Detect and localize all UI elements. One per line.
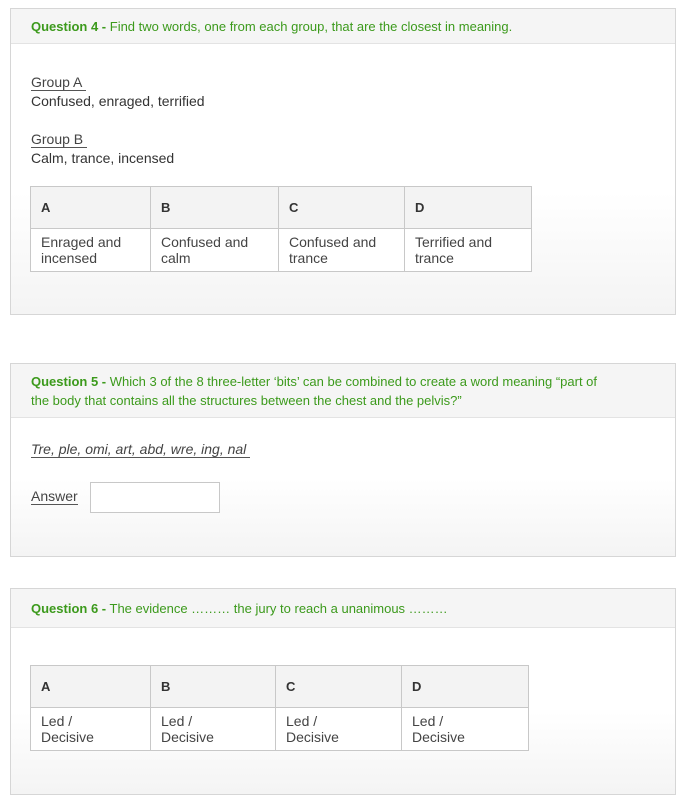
question-5-card (10, 363, 676, 557)
question-4-prompt: Find two words, one from each group, that are the closest in meaning. (109, 19, 513, 34)
option-c-text-1: Led / (286, 713, 318, 729)
option-a-cell[interactable] (31, 708, 151, 751)
question-5-prompt-line-2: the body that contains all the structures between the chest and the pelvis?” (31, 393, 462, 408)
question-5-header (11, 364, 675, 418)
answer-label: Answer (31, 488, 78, 504)
question-4-options-table (30, 186, 532, 272)
group-a-label: Group A (31, 74, 86, 91)
options-header-row (31, 666, 529, 708)
option-d-text-2: Decisive (412, 729, 465, 745)
option-c-cell[interactable] (279, 229, 405, 272)
option-b-cell[interactable] (151, 708, 276, 751)
option-b-header[interactable]: B (151, 187, 279, 229)
group-b-label: Group B (31, 131, 87, 148)
question-4-header (11, 9, 675, 44)
option-a-cell[interactable] (31, 229, 151, 272)
option-c-cell[interactable] (276, 708, 402, 751)
option-a-header[interactable]: A (31, 187, 151, 229)
option-d-cell[interactable] (402, 708, 529, 751)
options-answer-row (31, 229, 532, 272)
option-d-text-2: trance (415, 250, 454, 266)
question-6-card (10, 588, 676, 795)
question-4-number: Question 4 - (31, 19, 107, 34)
option-b-text-1: Confused and (161, 234, 249, 250)
option-a-text-1: Enraged and (41, 234, 122, 250)
question-5-number: Question 5 - (31, 374, 107, 389)
question-6-number: Question 6 - (31, 601, 107, 616)
question-5-prompt-line-1: Which 3 of the 8 three-letter ‘bits’ can be combined to create a word meaning “part of (109, 374, 598, 389)
option-c-text-1: Confused and (289, 234, 377, 250)
option-a-header[interactable]: A (31, 666, 151, 708)
option-c-header[interactable]: C (276, 666, 402, 708)
option-d-cell[interactable] (405, 229, 532, 272)
question-6-prompt: The evidence ……… the jury to reach a unanimous ……… (109, 601, 448, 616)
question-6-options-table (30, 665, 529, 751)
option-c-header[interactable]: C (279, 187, 405, 229)
option-d-header[interactable]: D (405, 187, 532, 229)
option-b-header[interactable]: B (151, 666, 276, 708)
option-b-text-2: Decisive (161, 729, 214, 745)
option-b-text-1: Led / (161, 713, 193, 729)
options-answer-row (31, 708, 529, 751)
option-b-cell[interactable] (151, 229, 279, 272)
option-d-text-1: Led / (412, 713, 444, 729)
option-d-text-1: Terrified and (415, 234, 493, 250)
group-b-words: Calm, trance, incensed (31, 150, 175, 166)
option-c-text-2: Decisive (286, 729, 339, 745)
option-b-text-2: calm (161, 250, 191, 266)
group-a-words: Confused, enraged, terrified (31, 93, 205, 109)
option-c-text-2: trance (289, 250, 328, 266)
letter-bits: Tre, ple, omi, art, abd, wre, ing, nal (31, 441, 250, 458)
question-4-card (10, 8, 676, 315)
option-d-header[interactable]: D (402, 666, 529, 708)
question-6-header (11, 589, 675, 628)
options-header-row (31, 187, 532, 229)
option-a-text-1: Led / (41, 713, 73, 729)
option-a-text-2: Decisive (41, 729, 94, 745)
answer-input[interactable] (90, 482, 220, 513)
option-a-text-2: incensed (41, 250, 98, 266)
